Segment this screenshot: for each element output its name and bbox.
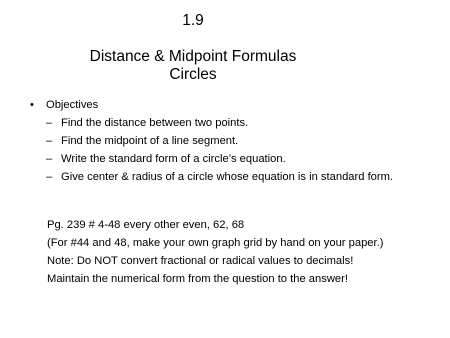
objective-text: Give center & radius of a circle whose equation is in standard form. — [61, 171, 394, 183]
objective-item — [30, 132, 393, 150]
dash-icon: – — [46, 171, 53, 183]
objectives-bullet — [30, 96, 393, 114]
numerical-form-note: Maintain the numerical form from the question to the answer! — [47, 273, 348, 285]
objective-item — [30, 168, 393, 186]
objectives-section — [30, 96, 393, 186]
objectives-list — [30, 114, 393, 186]
objective-item — [30, 150, 393, 168]
section-number: 1.9 — [182, 12, 204, 29]
objective-item — [30, 114, 393, 132]
objective-text: Find the distance between two points. — [61, 117, 249, 129]
objective-text: Find the midpoint of a line segment. — [61, 135, 239, 147]
dash-icon: – — [46, 153, 53, 165]
slide-title — [0, 12, 386, 84]
objectives-heading: Objectives — [46, 99, 99, 111]
dash-icon: – — [46, 135, 53, 147]
title-line-1: Distance & Midpoint Formulas — [89, 48, 297, 65]
title-line-2: Circles — [169, 66, 217, 83]
assignment-pages: Pg. 239 # 4-48 every other even, 62, 68 — [47, 219, 245, 231]
objective-text: Write the standard form of a circle’s equation. — [61, 153, 286, 165]
dash-icon: – — [46, 117, 53, 129]
assignment-notes — [47, 216, 383, 288]
graph-grid-note: (For #44 and 48, make your own graph grid by hand on your paper.) — [47, 237, 384, 249]
bullet-icon: • — [30, 99, 34, 111]
decimal-note: Note: Do NOT convert fractional or radical values to decimals! — [47, 255, 354, 267]
